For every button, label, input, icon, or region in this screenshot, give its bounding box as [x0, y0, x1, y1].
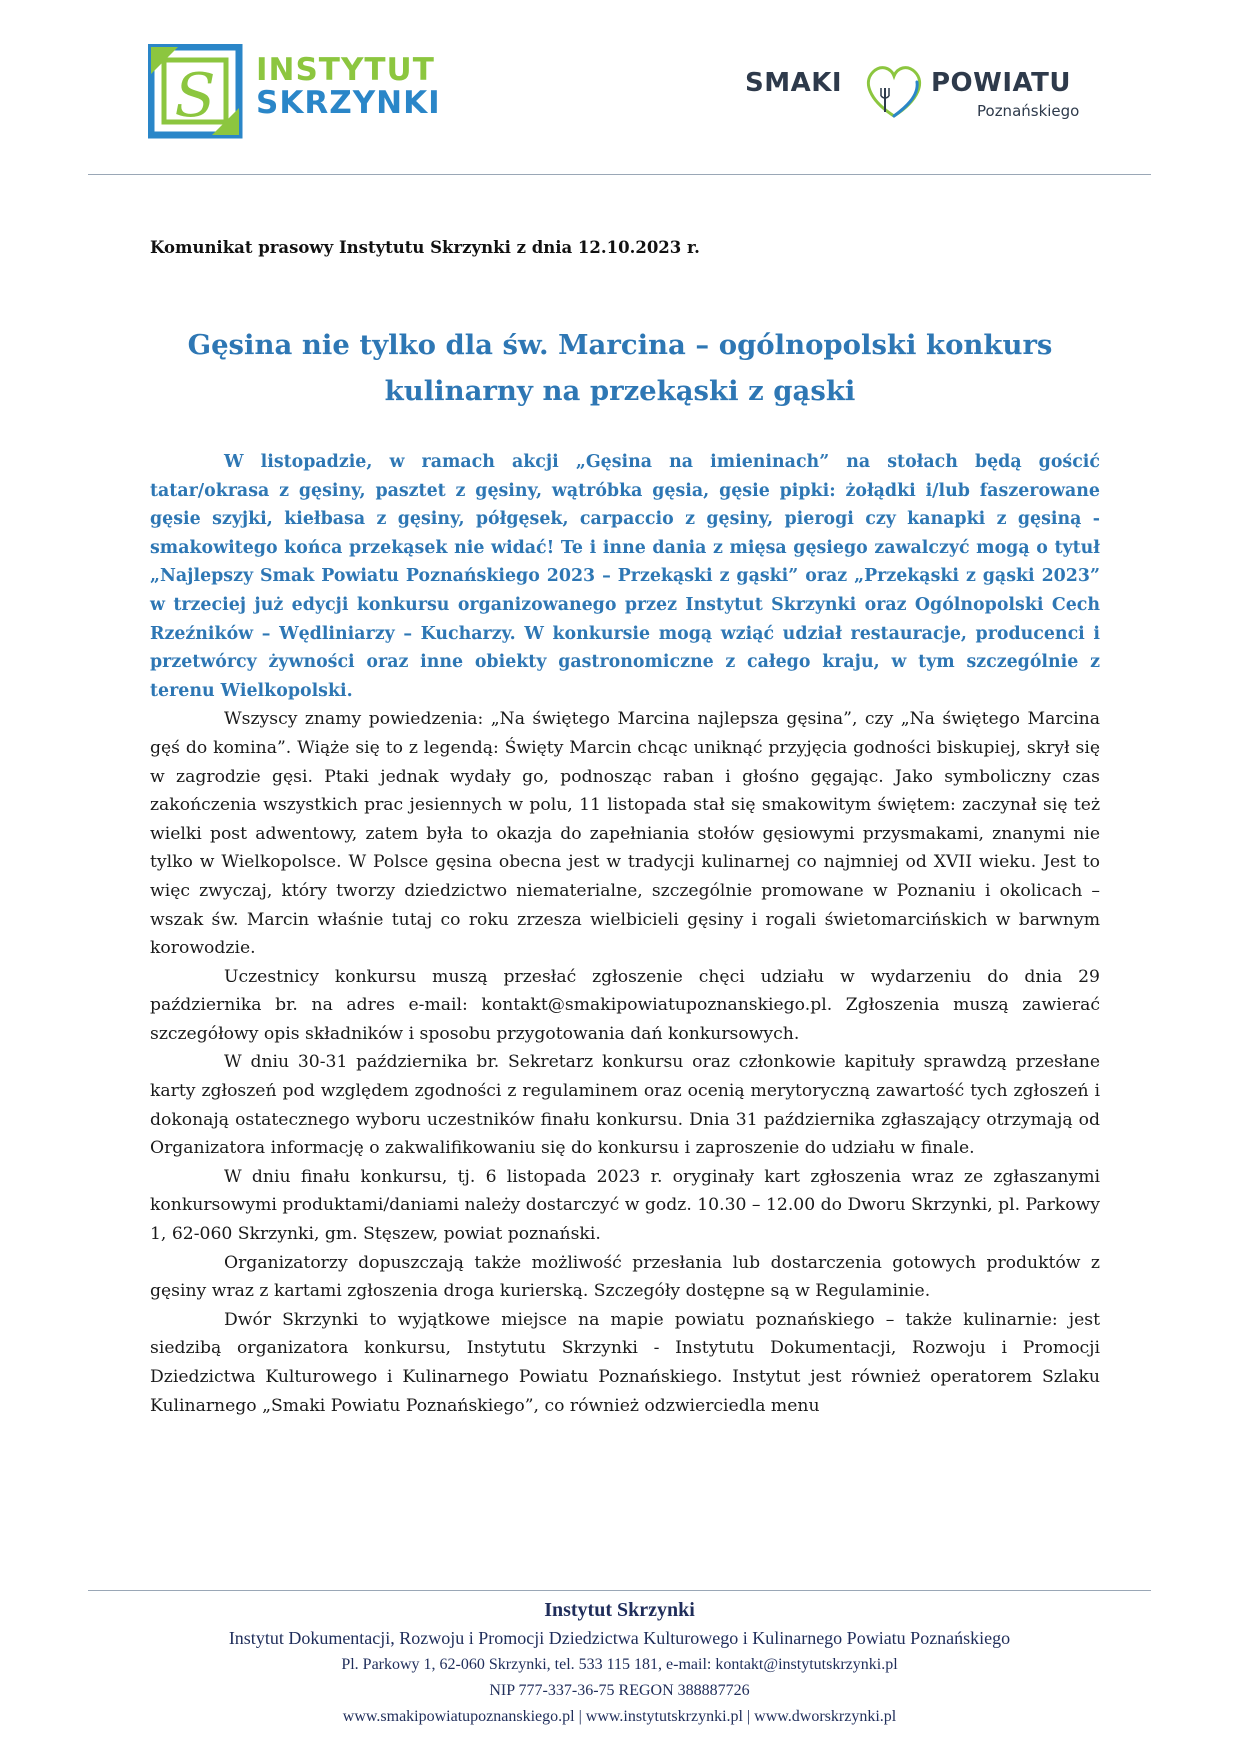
- body-paragraph: Organizatorzy dopuszczają także możliwość przesłania lub dostarczenia gotowych produktów z gęsiny wraz z kartami zgłoszenia droga kurierską. Szczegóły dostępne są w Regulaminie.: [150, 1252, 1100, 1302]
- footer-registry-ids: NIP 777-337-36-75 REGON 388887726: [489, 1682, 750, 1699]
- footer-org-name: Instytut Skrzynki: [544, 1599, 695, 1621]
- logo-left-line1: INSTYTUT: [256, 52, 435, 88]
- body-paragraph: Dwór Skrzynki to wyjątkowe miejsce na mapie powiatu poznańskiego – także kulinarnie: jest siedzibą organizatora konkursu, Instytutu Skrzynki - Instytutu Dokumentacji, Rozwoju i Promocji Dziedzictwa Kulturowego i Kulinarnego Powiatu Poznańskiego. Instytut jest również operatorem Szlaku Kulinarnego „Smaki Powiatu Poznańskiego”, co również odzwierciedla menu: [150, 1309, 1100, 1416]
- logo-right-subtitle: Poznańskiego: [977, 102, 1080, 120]
- lead-paragraph: W listopadzie, w ramach akcji „Gęsina na imieninach” na stołach będą gościć tatar/okrasa z gęsiny, pasztet z gęsiny, wątróbka gęsia, gęsie pipki: żołądki i/lub faszerowane gęsie szyjki, kiełbasa z gęsiny, półgęsek, carpaccio z gęsiny, pierogi czy kanapki z gęsiną - smakowitego końca przekąsek nie widać! Te i inne dania z mięsa gęsiego zawalczyć mogą o tytuł „Najlepszy Smak Powiatu Poznańskiego 2023 – Przekąski z gąski” oraz „Przekąski z gąski 2023” w trzeciej już edycji konkursu organizowanego przez Instytut Skrzynki oraz Ogólnopolski Cech Rzeźników – Wędliniarzy – Kucharzy. W konkursie mogą wziąć udział restauracje, producenci i przetwórcy żywności oraz inne obiekty gastronomiczne z całego kraju, w tym szczególnie z terenu Wielkopolski.: [150, 452, 1100, 701]
- header-divider: [88, 174, 1151, 175]
- footer-divider: [88, 1590, 1151, 1591]
- footer-websites: www.smakipowiatupoznanskiego.pl | www.instytutskrzynki.pl | www.dworskrzynki.pl: [342, 1708, 897, 1725]
- footer-address: Pl. Parkowy 1, 62-060 Skrzynki, tel. 533 115 181, e-mail: kontakt@instytutskrzynki.pl: [341, 1656, 898, 1673]
- body-paragraph: Wszyscy znamy powiedzenia: „Na świętego Marcina najlepsza gęsina”, czy „Na świętego Marcina gęś do komina”. Wiąże się to z legendą: Święty Marcin chcąc uniknąć przyjęcia godności biskupiej, skrył się w zagrodzie gęsi. Ptaki jednak wydały go, podnosząc raban i głośno gęgając. Jako symboliczny czas zakończenia wszystkich prac jesiennych w polu, 11 listopada stał się smakowitym świętem: zaczynał się też wielki post adwentowy, zatem była to okazja do zapełniania stołów gęsiowymi przysmakami, znanymi nie tylko w Wielkopolsce. W Polsce gęsina obecna jest w tradycji kulinarnej co najmniej od XVII wieku. Jest to więc zwyczaj, który tworzy dziedzictwo niematerialne, szczególnie promowane w Poznaniu i okolicach – wszak św. Marcin właśnie tutaj co roku zrzesza wielbicieli gęsiny i rogali świetomarcińskich w barwnym korowodzie.: [150, 709, 1100, 959]
- body-paragraph: W dniu 30-31 października br. Sekretarz konkursu oraz członkowie kapituły sprawdzą przesłane karty zgłoszeń pod względem zgodności z regulaminem oraz ocenią merytoryczną zawartość tych zgłoszeń i dokonają ostatecznego wyboru uczestników finału konkursu. Dnia 31 października zgłaszający otrzymają od Organizatora informację o zakwalifikowaniu się do konkursu i zaproszenie do udziału w finale.: [150, 1052, 1100, 1159]
- logo-right-word2: POWIATU: [931, 68, 1071, 98]
- instytut-skrzynki-emblem-icon: [148, 44, 244, 140]
- logo-right-word1: SMAKI: [745, 68, 843, 98]
- page-header: [0, 0, 1241, 175]
- emblem-letter: S: [174, 61, 216, 131]
- article-body: [150, 448, 1100, 1420]
- smaki-powiatu-logo: [745, 52, 1095, 132]
- body-paragraph: W dniu finału konkursu, tj. 6 listopada 2023 r. oryginały kart zgłoszenia wraz ze zgłaszanymi konkursowymi produktami/daniami należy dostarczyć w godz. 10.30 – 12.00 do Dworu Skrzynki, pl. Parkowy 1, 62-060 Skrzynki, gm. Stęszew, powiat poznański.: [150, 1166, 1100, 1245]
- page-footer: [88, 1596, 1151, 1730]
- body-paragraph: Uczestnicy konkursu muszą przesłać zgłoszenie chęci udziału w wydarzeniu do dnia 29 października br. na adres e-mail: kontakt@smakipowiatupoznanskiego.pl. Zgłoszenia muszą zawierać szczegółowy opis składników i sposobu przygotowania dań konkursowych.: [150, 966, 1100, 1044]
- logo-left-line2: SKRZYNKI: [256, 85, 441, 121]
- page-title: Gęsina nie tylko dla św. Marcina – ogólnopolski konkurs kulinarny na przekąski z gąski: [187, 329, 1053, 407]
- instytut-skrzynki-logo: [148, 44, 441, 140]
- press-release-dateline: Komunikat prasowy Instytutu Skrzynki z dnia 12.10.2023 r.: [150, 238, 700, 257]
- heart-fork-icon: [861, 60, 927, 124]
- footer-org-full-name: Instytut Dokumentacji, Rozwoju i Promocji Dziedzictwa Kulturowego i Kulinarnego Powiatu Poznańskiego: [228, 1628, 1011, 1648]
